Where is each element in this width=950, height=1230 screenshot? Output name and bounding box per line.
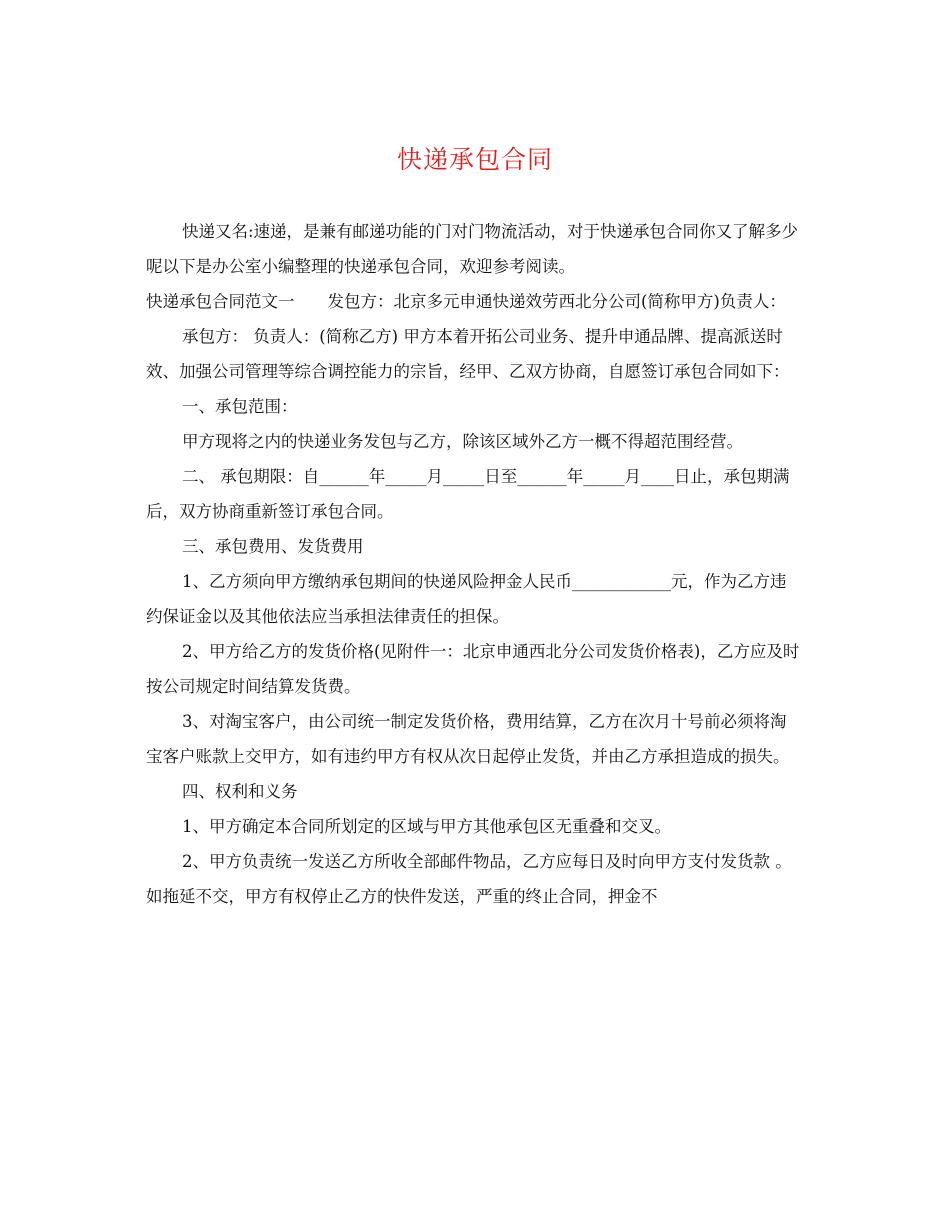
paragraph: 快递又名:速递，是兼有邮递功能的门对门物流活动，对于快递承包合同你又了解多少呢以下是办公室小编整理的快递承包合同，欢迎参考阅读。 — [146, 222, 799, 276]
paragraph: 一、承包范围： — [182, 397, 298, 416]
paragraph: 1、甲方确定本合同所划定的区域与甲方其他承包区无重叠和交叉。 — [182, 817, 671, 836]
document-title: 快递承包合同 — [396, 145, 553, 174]
document-body — [146, 214, 802, 914]
paragraph: 快递承包合同范文一 发包方：北京多元申通快递效劳西北分公司(简称甲方)负责人： — [146, 292, 786, 311]
paragraph: 甲方现将之内的快递业务发包与乙方，除该区域外乙方一概不得超范围经营。 — [182, 432, 743, 451]
paragraph: 2、甲方负责统一发送乙方所收全部邮件物品，乙方应每日及时向甲方支付发货款 。如拖延不交，甲方有权停止乙方的快件发送，严重的终止合同，押金不 — [146, 852, 792, 906]
paragraph: 2、甲方给乙方的发货价格(见附件一：北京申通西北分公司发货价格表)，乙方应及时按公司规定时间结算发货费。 — [146, 642, 800, 696]
paragraph: 二、 承包期限：自______年_____月_____日至______年_____月____日止，承包期满后，双方协商重新签订承包合同。 — [146, 467, 790, 521]
paragraph: 1、乙方须向甲方缴纳承包期间的快递风险押金人民币____________元，作为乙方违约保证金以及其他依法应当承担法律责任的担保。 — [146, 572, 787, 626]
paragraph: 三、承包费用、发货费用 — [182, 537, 364, 556]
paragraph: 承包方： 负责人：(简称乙方) 甲方本着开拓公司业务、提升申通品牌、提高派送时效、加强公司管理等综合调控能力的宗旨，经甲、乙双方协商，自愿签订承包合同如下： — [146, 327, 790, 381]
paragraph: 3、对淘宝客户，由公司统一制定发货价格，费用结算，乙方在次月十号前必须将淘宝客户账款上交甲方，如有违约甲方有权从次日起停止发货，并由乙方承担造成的损失。 — [146, 712, 790, 766]
paragraph: 四、权利和义务 — [182, 782, 298, 801]
